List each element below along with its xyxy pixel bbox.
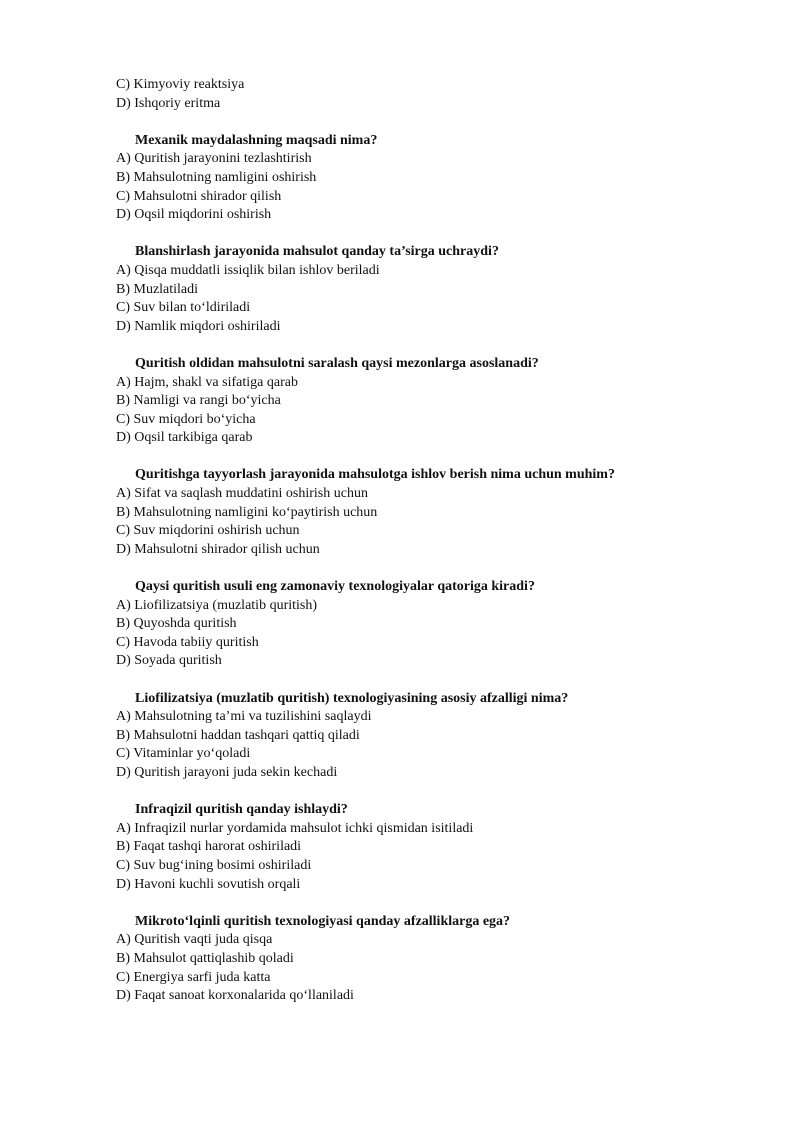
answer-option: A) Infraqizil nurlar yordamida mahsulot ichki qismidan isitiladi (116, 820, 474, 836)
answer-option: D) Oqsil miqdorini oshirish (116, 207, 272, 223)
answer-option: C) Suv miqdori bo‘yicha (116, 411, 256, 427)
answer-option: B) Quyoshda quritish (116, 616, 237, 632)
answer-option: B) Mahsulotning namligini ko‘paytirish uchun (116, 504, 378, 520)
question-text: Infraqizil quritish qanday ishlaydi? (135, 802, 348, 818)
answer-option: B) Mahsulotni haddan tashqari qattiq qiladi (116, 727, 360, 743)
answer-option: D) Havoni kuchli sovutish orqali (116, 876, 301, 892)
question-block (116, 132, 756, 225)
answer-option: C) Vitaminlar yo‘qoladi (116, 746, 251, 762)
question-text: Mexanik maydalashning maqsadi nima? (135, 132, 378, 148)
answer-option: B) Namligi va rangi bo‘yicha (116, 393, 281, 409)
answer-option: A) Liofilizatsiya (muzlatib quritish) (116, 597, 318, 613)
question-block (116, 466, 756, 559)
answer-option: A) Qisqa muddatli issiqlik bilan ishlov beriladi (116, 262, 380, 278)
question-block (116, 243, 756, 336)
question-block (116, 355, 756, 448)
answer-option: D) Oqsil tarkibiga qarab (116, 430, 253, 446)
answer-option: A) Quritish vaqti juda qisqa (116, 932, 273, 948)
answer-option: B) Mahsulot qattiqlashib qoladi (116, 950, 294, 966)
answer-option: C) Energiya sarfi juda katta (116, 969, 271, 985)
question-block (116, 913, 756, 1006)
question-text: Blanshirlash jarayonida mahsulot qanday ta’sirga uchraydi? (135, 244, 499, 260)
answer-option: C) Suv bilan to‘ldiriladi (116, 300, 251, 316)
answer-option: D) Ishqoriy eritma (116, 95, 221, 111)
question-text: Quritish oldidan mahsulotni saralash qaysi mezonlarga asoslanadi? (135, 355, 539, 371)
answer-option: A) Mahsulotning ta’mi va tuzilishini saqlaydi (116, 709, 372, 725)
answer-option: D) Mahsulotni shirador qilish uchun (116, 541, 320, 557)
answer-option: C) Havoda tabiiy quritish (116, 634, 259, 650)
answer-option: A) Quritish jarayonini tezlashtirish (116, 151, 312, 167)
answer-option: A) Hajm, shakl va sifatiga qarab (116, 374, 298, 390)
answer-option: D) Namlik miqdori oshiriladi (116, 318, 281, 334)
answer-option: A) Sifat va saqlash muddatini oshirish uchun (116, 486, 368, 502)
answer-option: D) Quritish jarayoni juda sekin kechadi (116, 764, 338, 780)
answer-option: C) Kimyoviy reaktsiya (116, 77, 245, 92)
question-block (116, 578, 756, 671)
question-block (116, 801, 756, 894)
question-text: Liofilizatsiya (muzlatib quritish) texnologiyasining asosiy afzalligi nima? (135, 690, 569, 706)
lead-options (116, 76, 756, 113)
answer-option: C) Suv bug‘ining bosimi oshiriladi (116, 857, 312, 873)
answer-option: C) Mahsulotni shirador qilish (116, 188, 282, 204)
answer-option: D) Faqat sanoat korxonalarida qo‘llaniladi (116, 988, 354, 1004)
answer-option: B) Faqat tashqi harorat oshiriladi (116, 839, 302, 855)
question-text: Quritishga tayyorlash jarayonida mahsulotga ishlov berish nima uchun muhim? (135, 467, 615, 483)
question-text: Qaysi quritish usuli eng zamonaviy texnologiyalar qatoriga kiradi? (135, 579, 535, 595)
answer-option: B) Mahsulotning namligini oshirish (116, 169, 317, 185)
answer-option: D) Soyada quritish (116, 653, 222, 669)
answer-option: C) Suv miqdorini oshirish uchun (116, 523, 300, 539)
question-block (116, 690, 756, 783)
question-text: Mikroto‘lqinli quritish texnologiyasi qanday afzalliklarga ega? (135, 913, 511, 929)
answer-option: B) Muzlatiladi (116, 281, 199, 297)
document-page (116, 76, 756, 1006)
